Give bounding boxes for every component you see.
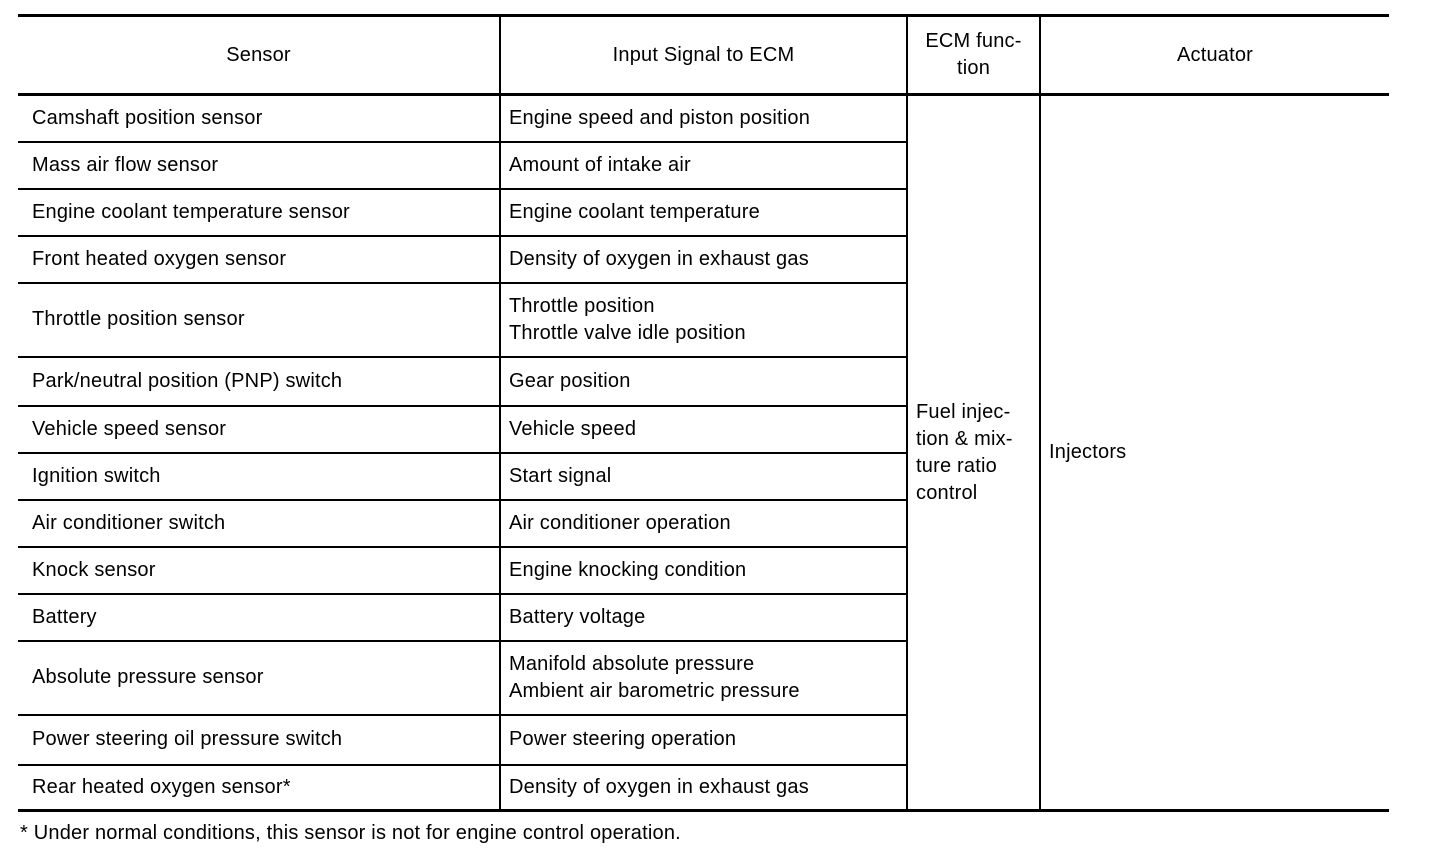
input-signal-cell [500,236,907,283]
sensor-cell: Knock sensor [18,547,500,594]
input-signal-cell [500,641,907,715]
input-signal-cell [500,765,907,811]
input-signal-cell [500,453,907,500]
input-signal-line: Amount of intake air [509,153,691,176]
header-row [18,16,1389,95]
table-row [18,95,1389,142]
table-body [18,95,1389,811]
input-signal-cell [500,142,907,189]
input-signal-cell [500,500,907,547]
sensor-cell: Vehicle speed sensor [18,406,500,453]
input-signal-cell [500,189,907,236]
input-signal-line: Gear position [509,369,631,392]
header-sensor: Sensor [18,16,500,95]
input-signal-line: Engine coolant temperature [509,200,760,223]
sensor-cell: Power steering oil pressure switch [18,715,500,765]
input-signal-line: Vehicle speed [509,417,637,440]
sensor-cell: Throttle position sensor [18,283,500,357]
sensor-cell: Mass air flow sensor [18,142,500,189]
header-input-signal: Input Signal to ECM [500,16,907,95]
header-actuator: Actuator [1040,16,1389,95]
sensor-cell: Front heated oxygen sensor [18,236,500,283]
sensor-cell: Ignition switch [18,453,500,500]
table-header [18,16,1389,95]
input-signal-line: Density of oxygen in exhaust gas [509,247,809,270]
ecm-function-line: control [916,481,978,504]
input-signal-cell [500,357,907,406]
input-signal-line: Throttle valve idle position [509,321,746,344]
sensor-cell: Park/neutral position (PNP) switch [18,357,500,406]
sensor-cell: Camshaft position sensor [18,95,500,142]
input-signal-line: Start signal [509,464,612,487]
input-signal-cell [500,95,907,142]
input-signal-cell [500,547,907,594]
ecm-function-table [18,14,1389,812]
input-signal-cell [500,406,907,453]
sensor-cell: Air conditioner switch [18,500,500,547]
ecm-function-line: Fuel injec- [916,400,1011,423]
actuator-cell: Injectors [1040,95,1389,811]
input-signal-line: Power steering operation [509,728,737,750]
header-ecm-function [907,16,1040,95]
input-signal-line: Manifold absolute pressure [509,652,755,675]
ecm-function-line: ture ratio [916,454,997,477]
input-signal-cell [500,715,907,765]
sensor-cell: Absolute pressure sensor [18,641,500,715]
input-signal-cell [500,283,907,357]
input-signal-line: Ambient air barometric pressure [509,679,800,702]
sensor-cell: Battery [18,594,500,641]
header-ecm-function-line: tion [956,57,991,79]
input-signal-line: Density of oxygen in exhaust gas [509,775,809,798]
input-signal-line: Battery voltage [509,605,646,628]
sensor-cell: Rear heated oxygen sensor* [18,765,500,811]
input-signal-cell [500,594,907,641]
sensor-cell: Engine coolant temperature sensor [18,189,500,236]
ecm-function-cell [907,95,1040,811]
input-signal-line: Throttle position [509,294,655,317]
header-ecm-function-line: ECM func- [925,30,1022,52]
input-signal-line: Engine speed and piston position [509,106,811,129]
footnote: * Under normal conditions, this sensor is not for engine control operation. [20,822,681,844]
input-signal-line: Engine knocking condition [509,558,747,581]
ecm-function-line: tion & mix- [916,427,1013,450]
input-signal-line: Air conditioner operation [509,511,731,534]
